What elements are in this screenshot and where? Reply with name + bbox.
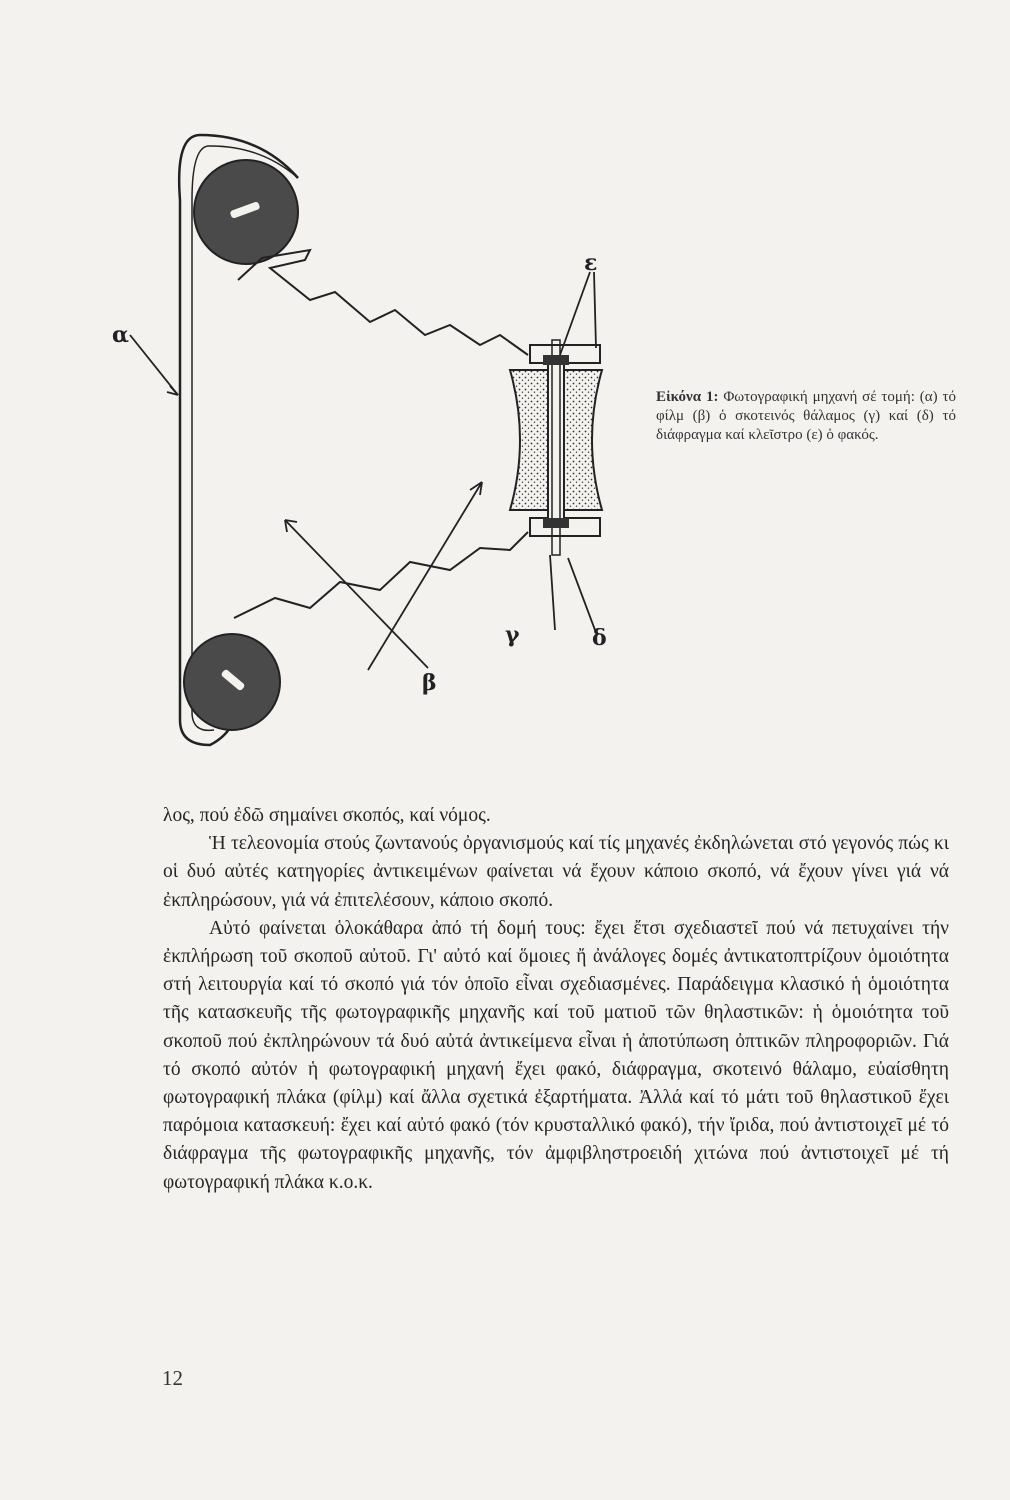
figure-caption bbox=[656, 388, 956, 445]
lens-assembly bbox=[510, 340, 602, 555]
body-text bbox=[163, 802, 949, 1197]
top-spool bbox=[194, 160, 298, 264]
label-film: α bbox=[112, 322, 129, 348]
camera-body-top bbox=[238, 250, 528, 355]
caption-title: Εἰκόνα 1: bbox=[656, 389, 719, 405]
camera-cross-section-figure bbox=[110, 130, 650, 750]
label-dark-chamber: β bbox=[422, 670, 437, 696]
camera-body-bottom bbox=[234, 532, 528, 618]
label-diaphragm-g: γ bbox=[505, 622, 520, 648]
caption-text: Φωτογραφική μηχανή σέ τομή: (α) τό φίλμ (β) ὁ σκοτεινός θάλαμος (γ) καί (δ) τό διάφραγμα καί κλεῖστρο (ε) ὁ φακός. bbox=[656, 389, 956, 443]
paragraph-2: Ἡ τελεονομία στούς ζωντανούς ὀργανισμούς καί τίς μηχανές ἐκδηλώνεται στό γεγονός πώς κι οἱ δυό αὐτές κατηγορίες ἀντικειμένων φαίνεται νά ἔχουν κάποιο σκοπό, νά ἔχουν γίνει γιά νά ἐκπληρώσουν, γιά νά ἐπιτελέσουν, κάποιο σκοπό. bbox=[163, 833, 949, 911]
label-lens: ε bbox=[584, 250, 598, 276]
paragraph-1: λος, πού ἐδῶ σημαίνει σκοπός, καί νόμος. bbox=[163, 805, 491, 826]
camera-diagram bbox=[110, 130, 650, 750]
label-shutter-d: δ bbox=[592, 625, 607, 651]
bottom-spool bbox=[184, 634, 280, 730]
page-number: 12 bbox=[162, 1366, 183, 1390]
paragraph-3: Αὐτό φαίνεται ὁλοκάθαρα ἀπό τή δομή τους: ἔχει ἔτσι σχεδιαστεῖ πού νά πετυχαίνει τήν ἐκπλήρωση τοῦ σκοποῦ αὐτοῦ. Γι' αὐτό καί ὅμοιες ἤ ἀνάλογες δομές ἀντικατοπτρίζουν ὁμοιότητα στή λειτουργία καί τό σκοπό γιά τόν ὁποῖο εἶναι σχεδιασμένες. Παράδειγμα κλασικό ἡ ὁμοιότητα τῆς κατασκευῆς τῆς φωτογραφικῆς μηχανῆς καί τοῦ ματιοῦ τῶν θηλαστικῶν: ἡ ὁμοιότητα τοῦ σκοποῦ πού ἐκπληρώνουν τά δυό αὐτά ἀντικείμενα εἶναι ἡ ἀποτύπωση ὀπτικῶν πληροφοριῶν. Γιά τό σκοπό αὐτόν ἡ φωτογραφική μηχανή ἔχει φακό, διάφραγμα, σκοτεινό θάλαμο, εὐαίσθητη φωτογραφική πλάκα (φίλμ) καί ἄλλα σχετικά ἐξαρτήματα. Ἀλλά καί τό μάτι τοῦ θηλαστικοῦ ἔχει παρόμοια κατασκευή: ἔχει καί αὐτό φακό (τόν κρυσταλλικό φακό), τήν ἴριδα, πού ἀντιστοιχεῖ μέ τό διάφραγμα τῆς φωτογραφικῆς μηχανῆς, τόν ἀμφιβληστροειδή χιτώνα πού ἀντιστοιχεῖ μέ τή φωτογραφική πλάκα κ.ο.κ. bbox=[163, 917, 949, 1193]
